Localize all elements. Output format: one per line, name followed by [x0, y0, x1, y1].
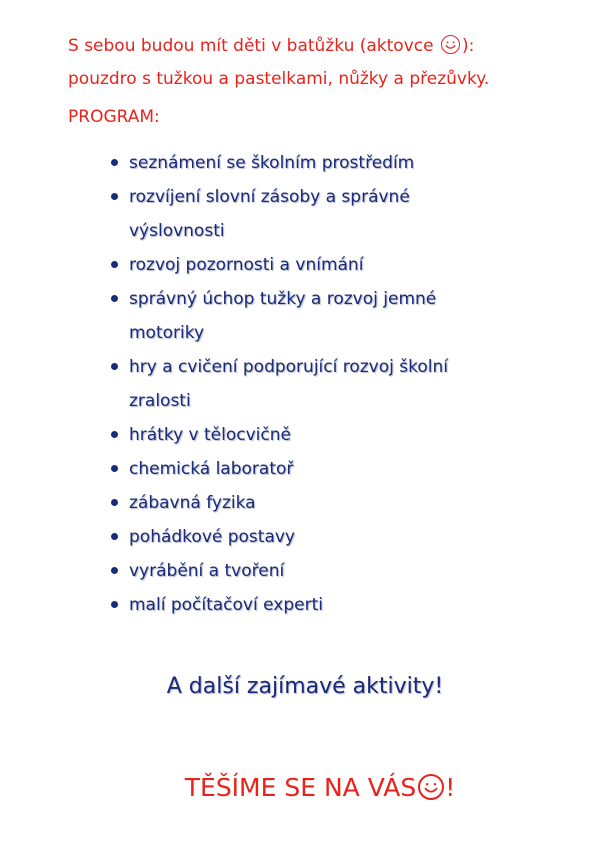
bullet-icon [111, 261, 118, 268]
closing-exclamation: ! [445, 773, 456, 802]
bullet-icon [111, 601, 118, 608]
list-item [108, 248, 548, 282]
list-item [108, 180, 548, 248]
program-list [108, 146, 548, 622]
list-item [108, 282, 548, 350]
bullet-icon [111, 499, 118, 506]
list-item-text: chemická laboratoř [129, 459, 294, 479]
closing-text: TĚŠÍME SE NA VÁS [184, 773, 417, 802]
list-item [108, 554, 548, 588]
closing-line [0, 771, 610, 805]
list-item-text: pohádkové postavy [129, 527, 295, 547]
intro-line-1-text: S sebou budou mít děti v batůžku (aktovce [68, 36, 439, 56]
smiley-icon [418, 774, 444, 800]
smiley-icon [441, 35, 460, 54]
list-item [108, 588, 548, 622]
list-item-text: seznámení se školním prostředím [129, 153, 415, 173]
list-item [108, 350, 548, 418]
list-item [108, 520, 548, 554]
bullet-icon [111, 295, 118, 302]
bullet-icon [111, 465, 118, 472]
list-item-text: správný úchop tužky a rozvoj jemné [129, 289, 437, 309]
list-item-text: hrátky v tělocvičně [129, 425, 291, 445]
bullet-icon [111, 363, 118, 370]
bullet-icon [111, 159, 118, 166]
list-item [108, 146, 548, 180]
bullet-icon [111, 193, 118, 200]
list-item-text: rozvoj pozornosti a vnímání [129, 255, 364, 275]
program-heading: PROGRAM: [68, 107, 160, 127]
list-item [108, 418, 548, 452]
bullet-icon [111, 431, 118, 438]
list-item-text: výslovnosti [129, 221, 225, 241]
list-item-text: malí počítačoví experti [129, 595, 323, 615]
list-item-text: hry a cvičení podporující rozvoj školní [129, 357, 448, 377]
list-item-text: rozvíjení slovní zásoby a správné [129, 187, 410, 207]
list-item [108, 486, 548, 520]
intro-line-1-close: ): [461, 36, 475, 56]
list-item-text: zábavná fyzika [129, 493, 256, 513]
intro-line-2: pouzdro s tužkou a pastelkami, nůžky a přezůvky. [68, 69, 490, 89]
more-activities-text: A další zajímavé aktivity! [166, 674, 444, 699]
list-item-text: zralosti [129, 391, 191, 411]
intro-paragraph [68, 30, 588, 96]
intro-line-1 [68, 30, 588, 63]
bullet-icon [111, 567, 118, 574]
list-item [108, 452, 548, 486]
list-item-text: motoriky [129, 323, 205, 343]
list-item-text: vyrábění a tvoření [129, 561, 285, 581]
bullet-icon [111, 533, 118, 540]
